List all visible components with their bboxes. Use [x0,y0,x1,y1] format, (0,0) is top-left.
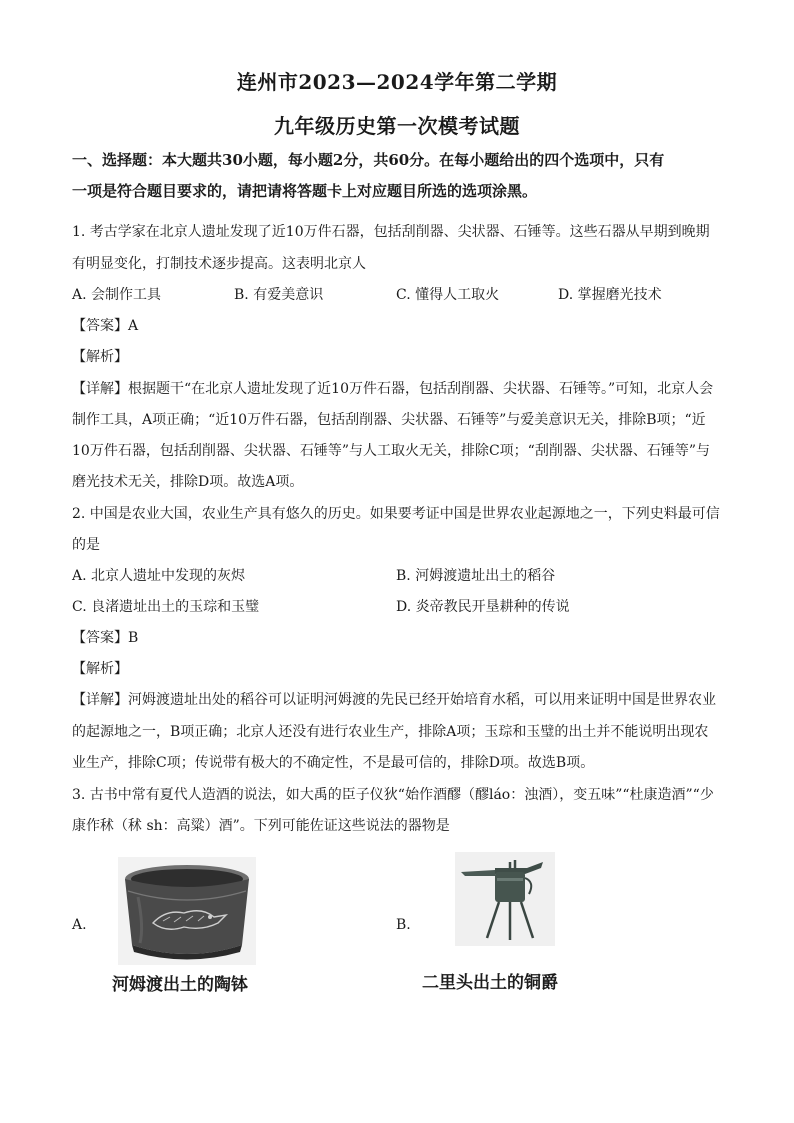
section-instruction-line2: 一项是符合题目要求的，请把请将答题卡上对应题目所选的选项涂黑。 [72,182,538,200]
section-instruction-line1: 一、选择题：本大题共30小题，每小题2分，共60分。在每小题给出的四个选项中，只有 [72,151,665,169]
q1-option-d: D. 掌握磨光技术 [558,287,662,303]
q1-answer: 【答案】A [72,318,139,334]
q1-option-c: C. 懂得人工取火 [396,287,500,303]
q2-answer: 【答案】B [72,630,139,646]
q3-caption-a: 河姆渡出土的陶钵 [112,975,248,995]
q2-detail-line2: 的起源地之一，B项正确；北京人还没有进行农业生产，排除A项；玉琮和玉璧的出土并不能说明出现农 [72,724,709,740]
q2-stem-line1: 2. 中国是农业大国，农业生产具有悠久的历史。如果要考证中国是世界农业起源地之一，下列史料最可信 [72,506,720,522]
pottery-bowl-image [118,857,256,965]
q1-detail-line4: 磨光技术无关，排除D项。故选A项。 [72,474,304,490]
q1-option-b: B. 有爱美意识 [234,287,324,303]
q1-detail-line2: 制作工具，A项正确；“近10万件石器，包括刮削器、尖状器、石锤等”与爱美意识无关，排除B项；“近 [72,412,706,428]
q2-option-b: B. 河姆渡遗址出土的稻谷 [396,568,556,584]
exam-title-line2: 九年级历史第一次模考试题 [274,114,520,138]
q1-analysis-heading: 【解析】 [72,349,128,365]
q2-stem-line2: 的是 [72,537,100,553]
q1-stem-line2: 有明显变化，打制技术逐步提高。这表明北京人 [72,256,366,272]
exam-title-line1: 连州市2023—2024学年第二学期 [236,70,558,94]
q3-stem-line2: 康作秫（秫 sh：高粱）酒”。下列可能佐证这些说法的器物是 [72,818,450,834]
q3-stem-line1: 3. 古书中常有夏代人造酒的说法，如大禹的臣子仪狄“始作酒醪（醪láo：浊酒），变五味”“杜康造酒”“少 [72,787,714,803]
q2-analysis-heading: 【解析】 [72,661,128,677]
q2-option-a: A. 北京人遗址中发现的灰烬 [72,568,246,584]
q1-detail-line3: 10万件石器，包括刮削器、尖状器、石锤等”与人工取火无关，排除C项；“刮削器、尖状器、石锤等”与 [72,443,710,459]
q2-option-c: C. 良渚遗址出土的玉琮和玉璧 [72,599,260,615]
bronze-jue-image [455,852,555,946]
q1-detail-line1: 【详解】根据题干“在北京人遗址发现了近10万件石器，包括刮削器、尖状器、石锤等。”可知，北京人会 [72,381,714,397]
q3-option-a-label: A. [72,917,87,933]
q2-option-d: D. 炎帝教民开垦耕种的传说 [396,599,570,615]
q2-detail-line3: 业生产，排除C项；传说带有极大的不确定性，不是最可信的，排除D项。故选B项。 [72,755,595,771]
q2-detail-line1: 【详解】河姆渡遗址出处的稻谷可以证明河姆渡的先民已经开始培育水稻，可以用来证明中国是世界农业 [72,692,716,708]
q3-option-b-label: B. [396,917,411,933]
q1-option-a: A. 会制作工具 [72,287,162,303]
q1-stem-line1: 1. 考古学家在北京人遗址发现了近10万件石器，包括刮削器、尖状器、石锤等。这些石器从早期到晚期 [72,224,710,240]
q3-caption-b: 二里头出土的铜爵 [422,973,558,993]
